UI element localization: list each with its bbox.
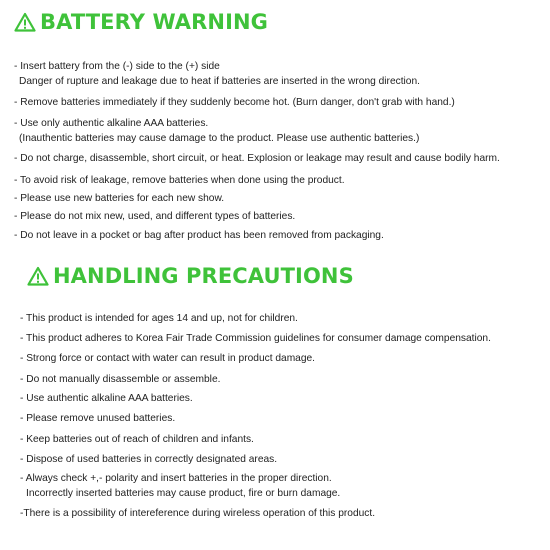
handling-precaution-item: - Dispose of used batteries in correctly designated areas. [20,454,278,465]
handling-precaution-item: - Always check +,- polarity and insert batteries in the proper direction. Incorrectly inserted batteries may cause product, fire or burn damage. [20,473,341,499]
battery-warning-heading [14,10,268,34]
handling-precautions-title: HANDLING PRECAUTIONS [53,264,354,288]
warning-triangle-icon [14,12,36,32]
warning-triangle-icon [27,266,49,286]
handling-precaution-item: - This product is intended for ages 14 and up, not for children. [20,313,298,324]
battery-warning-item: - Insert battery from the (-) side to the (+) side Danger of rupture and leakage due to heat if batteries are inserted in the wrong direction. [14,61,420,87]
handling-precaution-item: -There is a possibility of intereference during wireless operation of this product. [20,508,376,519]
handling-precaution-item: - Please remove unused batteries. [20,413,176,424]
handling-precaution-item: - Do not manually disassemble or assemble. [20,374,221,385]
battery-warning-item: - To avoid risk of leakage, remove batteries when done using the product. [14,175,345,186]
battery-warning-item: - Remove batteries immediately if they suddenly become hot. (Burn danger, don't grab with hand.) [14,97,455,108]
battery-warning-title: BATTERY WARNING [40,10,268,34]
handling-precaution-item: - Use authentic alkaline AAA batteries. [20,393,193,404]
battery-warning-item: - Do not leave in a pocket or bag after product has been removed from packaging. [14,230,384,241]
battery-warning-item: - Use only authentic alkaline AAA batteries. (Inauthentic batteries may cause damage to the product. Please use authentic batteries.) [14,118,420,144]
handling-precaution-item: - Strong force or contact with water can result in product damage. [20,353,316,364]
handling-precautions-heading [27,264,354,288]
handling-precaution-item: - This product adheres to Korea Fair Trade Commission guidelines for consumer damage compensation. [20,333,491,344]
handling-precaution-item: - Keep batteries out of reach of children and infants. [20,434,254,445]
battery-warning-item: - Do not charge, disassemble, short circuit, or heat. Explosion or leakage may result and cause bodily harm. [14,153,500,164]
battery-warning-item: - Please use new batteries for each new show. [14,193,225,204]
battery-warning-item: - Please do not mix new, used, and different types of batteries. [14,211,296,222]
